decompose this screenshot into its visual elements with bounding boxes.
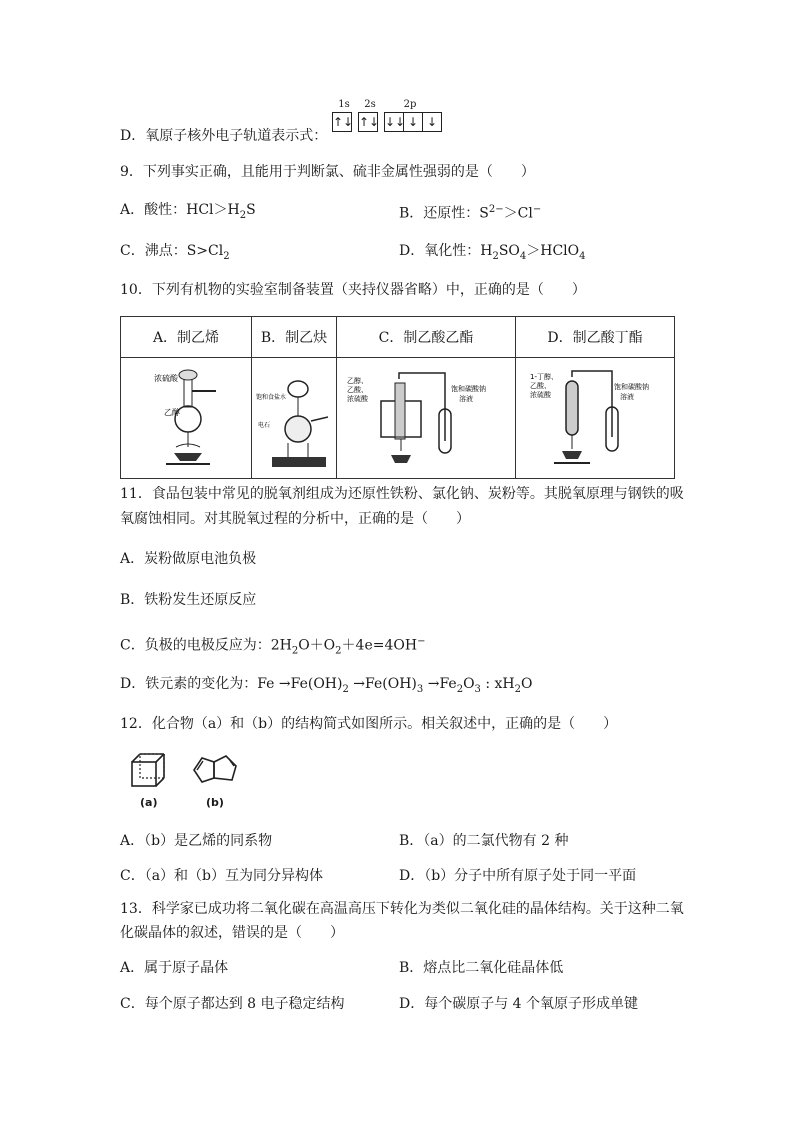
ethyl-acetate-apparatus-icon bbox=[341, 361, 511, 471]
svg-text:饱和食盐水: 饱和食盐水 bbox=[256, 394, 287, 401]
q13-option-b: B．熔点比二氧化硅晶体低 bbox=[399, 960, 564, 976]
svg-text:乙酸、: 乙酸、 bbox=[530, 382, 551, 390]
q13-option-d: D．每个碳原子与 4 个氧原子形成单键 bbox=[399, 996, 639, 1012]
ethylene-apparatus-icon bbox=[126, 361, 246, 471]
header-a: A．制乙烯 bbox=[121, 317, 252, 358]
svg-text:乙醇: 乙醇 bbox=[164, 408, 180, 417]
q10-stem: 10．下列有机物的实验室制备装置（夹持仪器省略）中，正确的是（ ） bbox=[120, 282, 586, 298]
svg-text:饱和碳酸钠: 饱和碳酸钠 bbox=[451, 385, 486, 393]
svg-text:溶液: 溶液 bbox=[620, 393, 634, 401]
butyl-acetate-apparatus-icon bbox=[520, 361, 670, 471]
svg-text:乙酸、: 乙酸、 bbox=[347, 386, 368, 394]
orbital-label-1s: 1s bbox=[338, 99, 350, 110]
orbital-cell: ↓ bbox=[404, 113, 423, 131]
orbital-label-2p: 2p bbox=[403, 99, 417, 110]
svg-text:浓硫酸: 浓硫酸 bbox=[530, 391, 551, 399]
svg-text:饱和碳酸钠: 饱和碳酸钠 bbox=[614, 383, 649, 391]
compound-b-label: (b) bbox=[206, 796, 224, 809]
apparatus-c bbox=[337, 358, 516, 479]
header-b: B．制乙炔 bbox=[252, 317, 337, 358]
q13-stem-line2: 化碳晶体的叙述，错误的是（ ） bbox=[120, 925, 344, 941]
apparatus-table bbox=[120, 316, 675, 479]
q8-option-d: D．氧原子核外电子轨道表示式： bbox=[120, 128, 328, 144]
q11-option-c: C．负极的电极反应为：$2H_2O+O_2+4e=4OH^-$ bbox=[120, 636, 426, 657]
svg-text:电石: 电石 bbox=[258, 422, 271, 429]
q12-stem: 12．化合物（a）和（b）的结构简式如图所示。相关叙述中，正确的是（ ） bbox=[120, 716, 618, 732]
svg-text:浓硫酸: 浓硫酸 bbox=[347, 395, 368, 403]
q11-stem-line1: 11．食品包装中常见的脱氧剂组成为还原性铁粉、氯化钠、炭粉等。其脱氧原理与钢铁的吸 bbox=[120, 486, 684, 502]
q9-option-b: B．还原性：$S^{2-}>Cl^-$ bbox=[399, 204, 542, 222]
q9-option-c: C．沸点：$S>Cl_2$ bbox=[120, 243, 230, 262]
q11-stem-line2: 氧腐蚀相同。对其脱氧过程的分析中，正确的是（ ） bbox=[120, 511, 470, 527]
orbital-diagram bbox=[330, 100, 445, 134]
orbital-box-2p bbox=[384, 112, 442, 132]
orbital-cell: ↑↓ bbox=[359, 115, 380, 129]
q11-option-a: A．炭粉做原电池负极 bbox=[120, 551, 257, 567]
header-d: D．制乙酸丁酯 bbox=[516, 317, 675, 358]
svg-text:1-丁醇、: 1-丁醇、 bbox=[530, 373, 558, 381]
q12-option-c: C．（a）和（b）互为同分异构体 bbox=[120, 868, 324, 884]
cubane-structure-icon bbox=[128, 748, 168, 796]
q9-option-d: D．氧化性：$H_2SO_4>HClO_4$ bbox=[399, 243, 586, 262]
svg-text:溶液: 溶液 bbox=[459, 395, 473, 403]
acetylene-apparatus-icon bbox=[254, 361, 334, 471]
q12-option-d: D．（b）分子中所有原子处于同一平面 bbox=[399, 868, 637, 884]
orbital-box-2s bbox=[358, 112, 378, 132]
q9-stem: 9．下列事实正确，且能用于判断氯、硫非金属性强弱的是（ ） bbox=[120, 164, 535, 180]
orbital-box-1s bbox=[332, 112, 352, 132]
q13-option-a: A．属于原子晶体 bbox=[120, 960, 229, 976]
compound-b bbox=[190, 748, 240, 808]
q12-option-a: A．（b）是乙烯的同系物 bbox=[120, 833, 273, 849]
q12-option-b: B．（a）的二氯代物有 2 种 bbox=[399, 833, 569, 849]
q9-option-a: A．酸性：$HCl>H_2S$ bbox=[120, 202, 256, 221]
compound-a-label: (a) bbox=[140, 796, 158, 809]
svg-text:浓硫酸: 浓硫酸 bbox=[154, 374, 178, 383]
bicyclic-structure-icon bbox=[190, 748, 240, 796]
svg-text:乙醇、: 乙醇、 bbox=[347, 377, 368, 385]
q13-option-c: C．每个原子都达到 8 电子稳定结构 bbox=[120, 996, 345, 1012]
compound-a bbox=[128, 748, 168, 808]
orbital-label-2s: 2s bbox=[364, 99, 376, 110]
orbital-cell: ↓ bbox=[426, 115, 438, 129]
q11-option-b: B．铁粉发生还原反应 bbox=[120, 592, 257, 608]
apparatus-d bbox=[516, 358, 675, 479]
q11-option-d: D．铁元素的变化为：$Fe \to Fe(OH)_2 \to Fe(OH)_3 \to Fe_2O_3$ : $xH_2O$ bbox=[120, 676, 533, 695]
apparatus-a bbox=[121, 358, 252, 479]
orbital-cell: ↓↓ bbox=[385, 115, 406, 129]
apparatus-b bbox=[252, 358, 337, 479]
orbital-cell: ↑↓ bbox=[333, 115, 354, 129]
header-c: C．制乙酸乙酯 bbox=[337, 317, 516, 358]
q13-stem-line1: 13．科学家已成功将二氧化碳在高温高压下转化为类似二氧化硅的晶体结构。关于这种二氧 bbox=[120, 901, 684, 917]
